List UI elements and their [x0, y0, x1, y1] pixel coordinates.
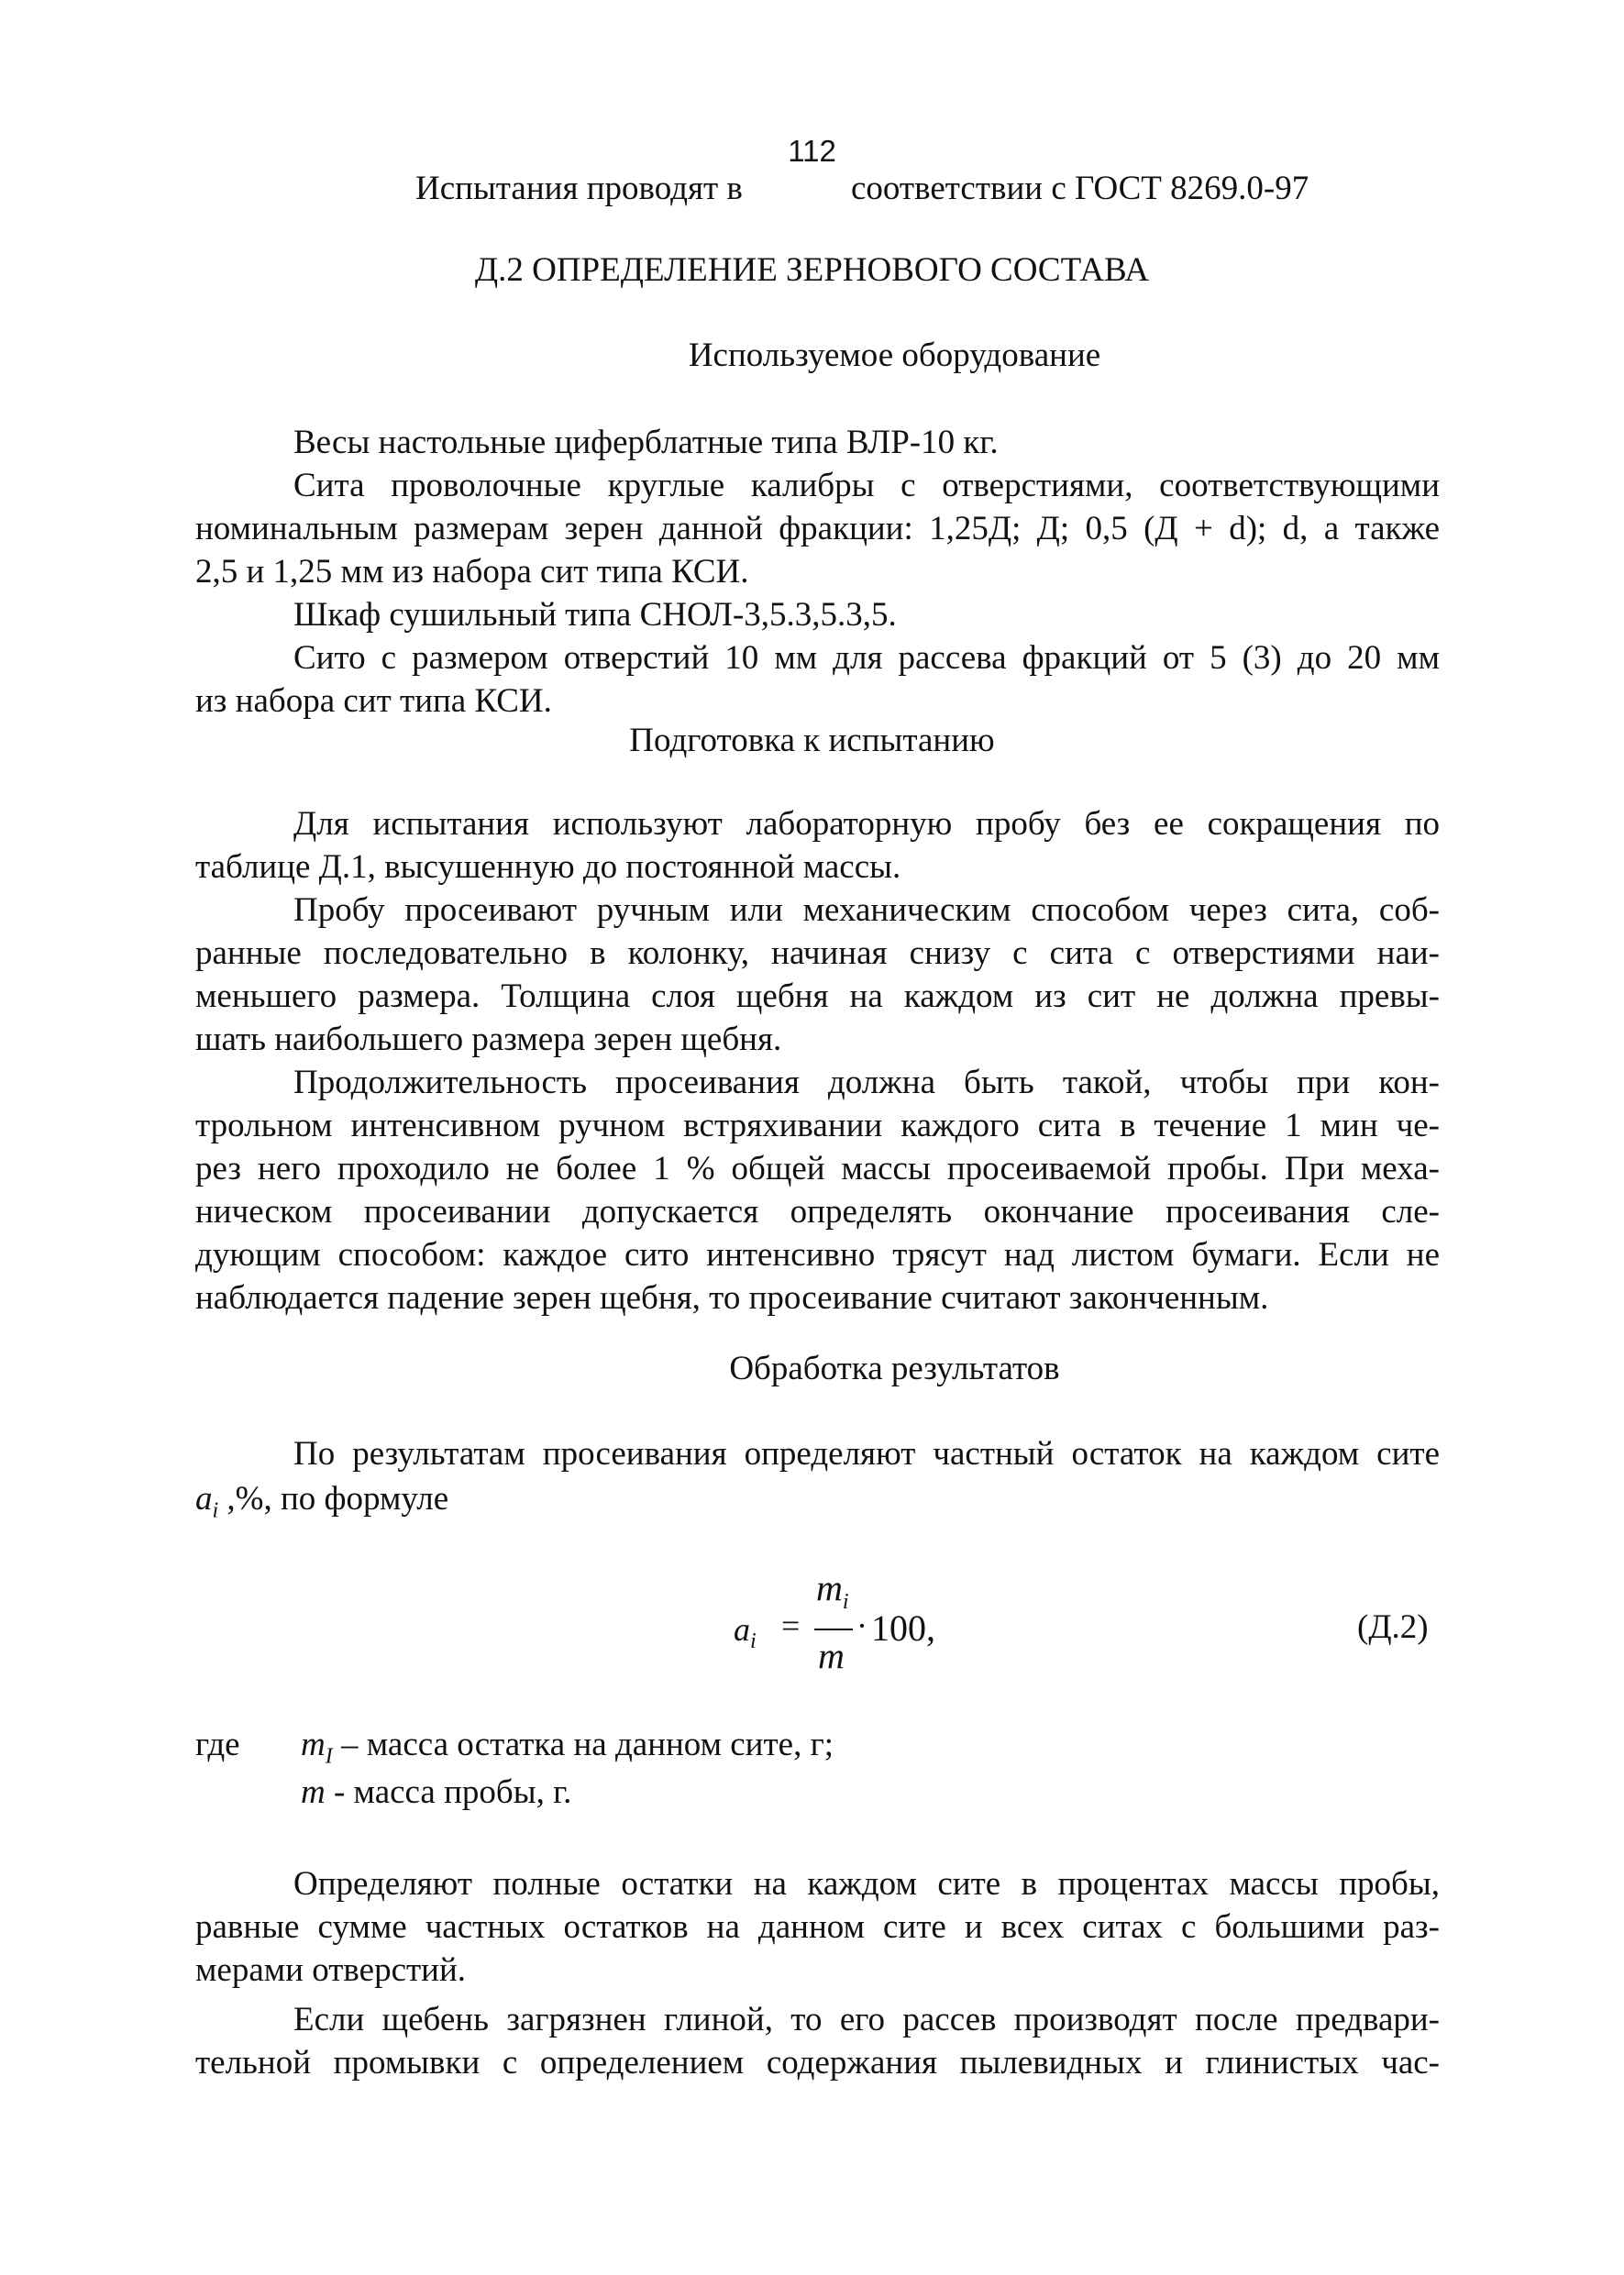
variable-a: a [195, 1480, 213, 1518]
formula-numerator [816, 1566, 849, 1615]
processing-line-2 [195, 1478, 448, 1531]
final-line: Если щебень загрязнен глиной, то его рассев производят после предвари- [293, 2001, 1440, 2038]
preparation-line: меньшего размера. Толщина слоя щебня на каждом из сит не должна превы- [195, 977, 1440, 1015]
equipment-line: Сита проволочные круглые калибры с отверстиями, соответствующими [293, 467, 1440, 504]
formula-d2 [734, 1566, 1119, 1695]
fraction-bar [814, 1629, 853, 1630]
formula-denominator: m [818, 1635, 845, 1676]
intro-line-right: соответствии с ГОСТ 8269.0-97 [851, 170, 1309, 207]
processing-line-2-rest: ,%, по формуле [218, 1480, 449, 1518]
preparation-line: наблюдается падение зерен щебня, то просеивание считают законченным. [195, 1279, 1269, 1317]
definition-2 [301, 1772, 571, 1813]
preparation-line: трольном интенсивном ручном встряхивании каждого сита в течение 1 мин че- [195, 1107, 1440, 1144]
preparation-line: дующим способом: каждое сито интенсивно трясут над листом бумаги. Если не [195, 1236, 1440, 1274]
preparation-line: Для испытания используют лабораторную пробу без ее сокращения по [293, 805, 1440, 843]
processing-line: По результатам просеивания определяют частный остаток на каждом сите [293, 1435, 1440, 1473]
equipment-line: 2,5 и 1,25 мм из набора сит типа КСИ. [195, 553, 749, 591]
formula-lhs [734, 1610, 757, 1654]
preparation-line: рез него проходило не более 1 % общей массы просеиваемой пробы. При меха- [195, 1150, 1440, 1187]
final-line: тельной промывки с определением содержания пылевидных и глинистых час- [195, 2044, 1440, 2082]
equipment-line: Весы настольные циферблатные типа ВЛР-10 кг. [293, 424, 999, 461]
def1-var: m [301, 1726, 326, 1763]
final-line: Определяют полные остатки на каждом сите в процентах массы пробы, [293, 1865, 1440, 1903]
equipment-line: номинальным размерам зерен данной фракции: 1,25Д; Д; 0,5 (Д + d); d, а также [195, 510, 1440, 547]
final-line: равные сумме частных остатков на данном сите и всех ситах с большими раз- [195, 1908, 1440, 1946]
equipment-line: Шкаф сушильный типа СНОЛ-3,5.3,5.3,5. [293, 596, 897, 634]
equipment-line: из набора сит типа КСИ. [195, 682, 552, 720]
intro-line-left: Испытания проводят в [415, 170, 743, 207]
page-number: 112 [788, 134, 836, 168]
formula-equals: = [781, 1607, 801, 1644]
preparation-line: Пробу просеивают ручным или механическим способом через сита, соб- [293, 891, 1440, 929]
formula-num-var: m [816, 1567, 843, 1608]
subscript-i: i [212, 1498, 219, 1523]
equipment-line: Сито с размером отверстий 10 мм для рассева фракций от 5 (3) до 20 мм [293, 639, 1440, 677]
def1-sub: I [325, 1744, 333, 1769]
formula-lhs-sub: i [750, 1629, 757, 1654]
formula-factor: 100, [871, 1607, 935, 1649]
processing-heading: Обработка результатов [729, 1350, 1060, 1387]
preparation-line: шать наибольшего размера зерен щебня. [195, 1021, 782, 1058]
preparation-line: Продолжительность просеивания должна быть такой, чтобы при кон- [293, 1064, 1440, 1101]
final-line: мерами отверстий. [195, 1951, 467, 1989]
where-word: где [195, 1726, 240, 1763]
def2-text: - масса пробы, г. [325, 1773, 572, 1811]
formula-num-sub: i [842, 1590, 849, 1614]
definition-1 [301, 1724, 834, 1777]
preparation-line: ническом просеивании допускается определять окончание просеивания сле- [195, 1193, 1440, 1231]
preparation-heading: Подготовка к испытанию [629, 722, 995, 759]
def2-var: m [301, 1773, 326, 1811]
preparation-line: таблице Д.1, высушенную до постоянной массы. [195, 848, 901, 886]
section-title: Д.2 ОПРЕДЕЛЕНИЕ ЗЕРНОВОГО СОСТАВА [474, 251, 1150, 289]
equipment-heading: Используемое оборудование [688, 337, 1101, 374]
preparation-line: ранные последовательно в колонку, начиная снизу с сита с отверстиями наи- [195, 934, 1440, 972]
formula-times: · [856, 1607, 867, 1644]
formula-label: (Д.2) [1357, 1608, 1429, 1646]
formula-lhs-var: a [734, 1611, 750, 1648]
def1-text: – масса остатка на данном сите, г; [332, 1726, 834, 1763]
